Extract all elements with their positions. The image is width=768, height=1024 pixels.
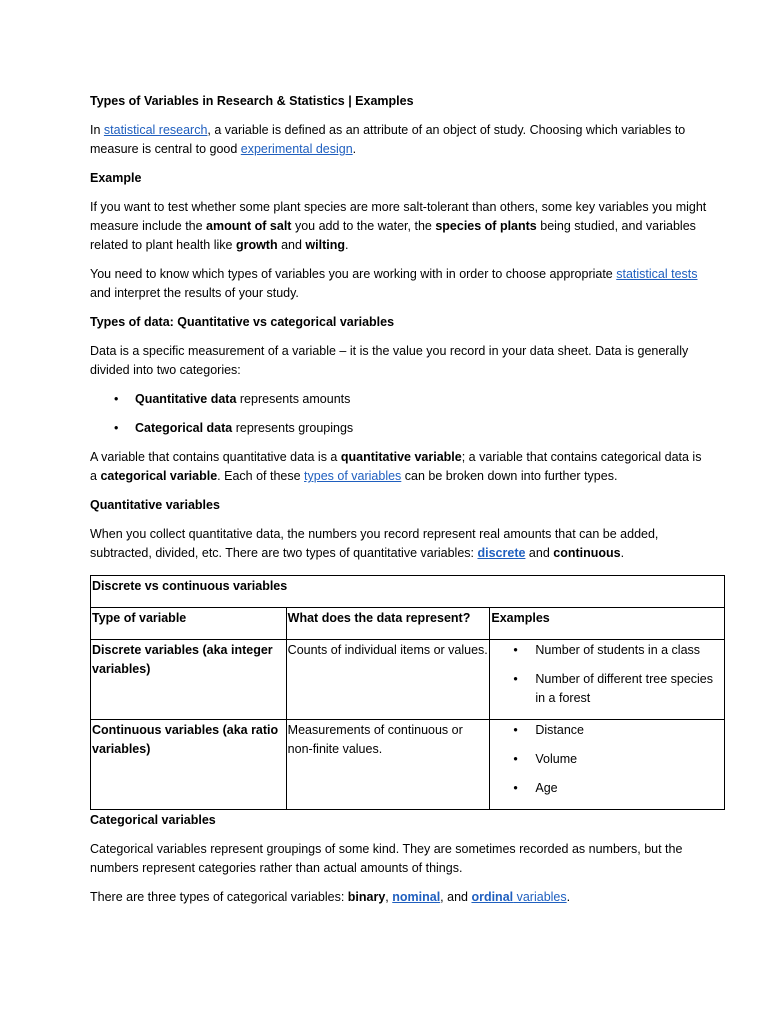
table-cell bbox=[490, 720, 725, 810]
examples-list bbox=[491, 641, 723, 708]
column-header: Type of variable bbox=[91, 608, 287, 640]
data-definition-paragraph: Data is a specific measurement of a variable – it is the value you record in your data sheet. Data is generally divided into two categories: bbox=[90, 344, 689, 377]
table-cell: Measurements of continuous or non-finite values. bbox=[286, 720, 490, 810]
quantitative-paragraph: When you collect quantitative data, the numbers you record represent real amounts that can be added, subtracted, divided, etc. There are two types of quantitative variables: discrete and continuous. bbox=[90, 527, 659, 560]
link-nominal[interactable]: nominal bbox=[392, 890, 441, 904]
link-types-of-variables[interactable]: types of variables bbox=[304, 469, 402, 483]
quantitative-heading: Quantitative variables bbox=[90, 498, 220, 512]
link-experimental-design[interactable]: experimental design bbox=[240, 142, 353, 156]
table-cell: Discrete variables (aka integer variables) bbox=[91, 640, 287, 720]
table-row bbox=[91, 720, 725, 810]
table-caption: Discrete vs continuous variables bbox=[91, 576, 725, 608]
link-statistical-research[interactable]: statistical research bbox=[103, 123, 208, 137]
discrete-vs-continuous-table bbox=[90, 575, 725, 810]
link-discrete[interactable]: discrete bbox=[477, 546, 526, 560]
list-item: • Number of students in a class bbox=[535, 641, 723, 660]
document-title: Types of Variables in Research & Statistics | Examples bbox=[90, 94, 414, 108]
link-ordinal-variables[interactable]: ordinal variables bbox=[471, 890, 567, 904]
types-of-data-heading: Types of data: Quantitative vs categorical variables bbox=[90, 315, 395, 329]
column-header: Examples bbox=[490, 608, 725, 640]
table-cell: Continuous variables (aka ratio variables) bbox=[91, 720, 287, 810]
list-item: • Age bbox=[535, 779, 723, 798]
variable-definition-paragraph: A variable that contains quantitative data is a quantitative variable; a variable that contains categorical data is a categorical variable. Each of these types of variables can be broken down into further types. bbox=[90, 450, 702, 483]
data-categories-list bbox=[90, 390, 708, 438]
table-row bbox=[91, 640, 725, 720]
list-item: • Distance bbox=[535, 721, 723, 740]
table-header-row bbox=[91, 608, 725, 640]
list-item: • Number of different tree species in a forest bbox=[535, 670, 723, 708]
table-cell bbox=[490, 640, 725, 720]
column-header: What does the data represent? bbox=[286, 608, 490, 640]
example-heading: Example bbox=[90, 171, 142, 185]
need-paragraph: You need to know which types of variables you are working with in order to choose appropriate statistical tests and interpret the results of your study. bbox=[90, 267, 698, 300]
examples-list bbox=[491, 721, 723, 798]
table-cell: Counts of individual items or values. bbox=[286, 640, 490, 720]
link-statistical-tests[interactable]: statistical tests bbox=[616, 267, 698, 281]
categorical-definition-paragraph: Categorical variables represent groupings of some kind. They are sometimes recorded as numbers, but the numbers represent categories rather than actual amounts of things. bbox=[90, 842, 683, 875]
list-item: • Volume bbox=[535, 750, 723, 769]
categorical-types-paragraph: There are three types of categorical variables: binary, nominal, and ordinal variables. bbox=[90, 890, 571, 904]
list-item: • Quantitative data represents amounts bbox=[135, 390, 708, 409]
example-paragraph: If you want to test whether some plant species are more salt-tolerant than others, some key variables you might measure include the amount of salt you add to the water, the species of plants being studied, and variables related to plant health like growth and wilting. bbox=[90, 200, 707, 252]
categorical-heading: Categorical variables bbox=[90, 813, 216, 827]
intro-paragraph: In statistical research, a variable is defined as an attribute of an object of study. Choosing which variables to measure is central to good experimental design. bbox=[90, 123, 686, 156]
list-item: • Categorical data represents groupings bbox=[135, 419, 708, 438]
